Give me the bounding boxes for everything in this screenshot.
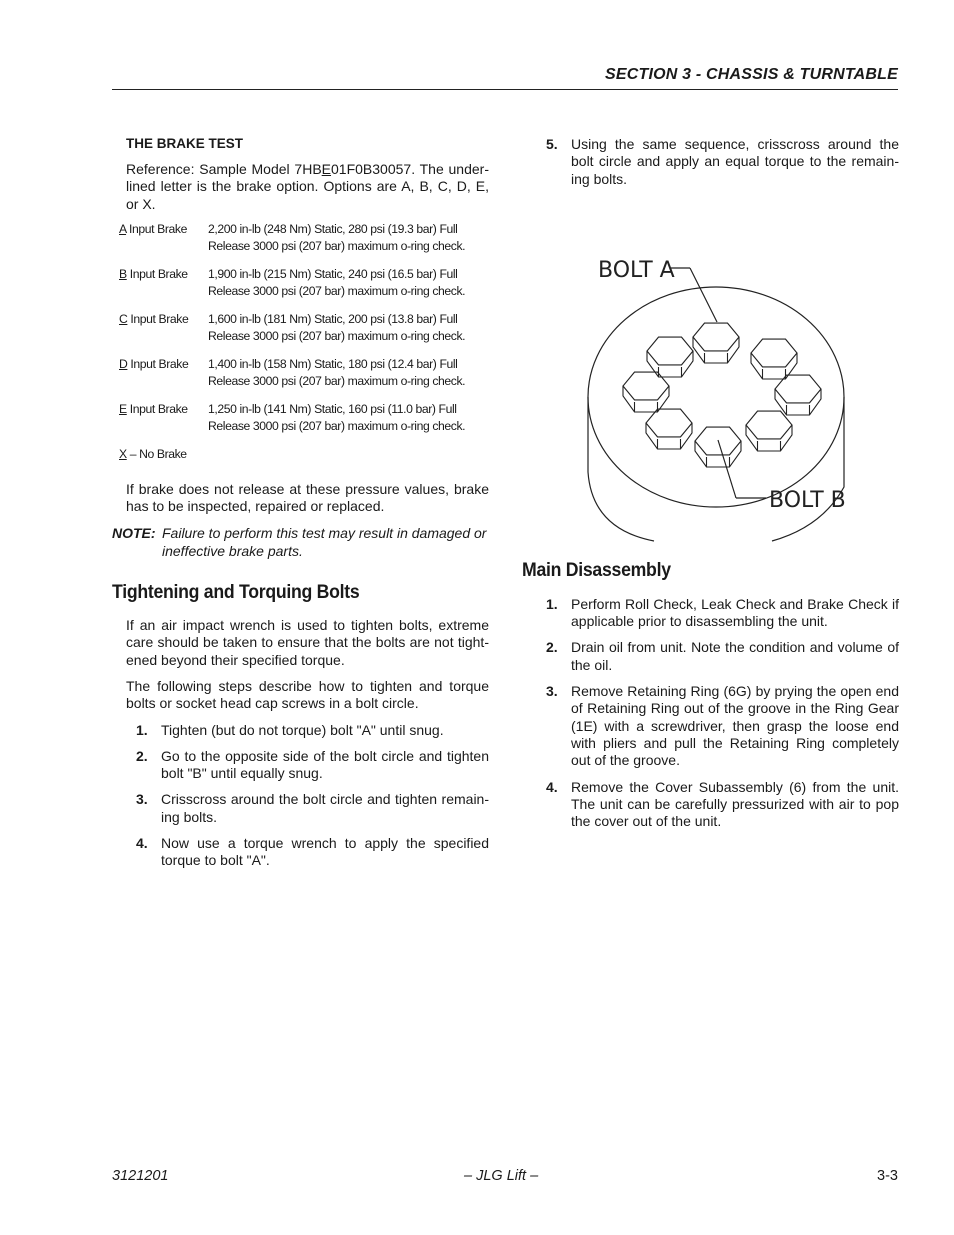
brake-spec-line2: Release 3000 psi (207 bar) maximum o-ring check. <box>208 238 466 253</box>
bolt-hex-icon <box>693 323 739 363</box>
reference-prefix: Reference: Sample Model 7HB <box>126 161 322 177</box>
left-column <box>112 136 489 879</box>
brake-option-type: – No Brake <box>126 446 187 461</box>
reference-suffix: 01F0B30057. The under-lined letter is the brake option. Options are A, B, C, D, E, or X. <box>126 161 489 212</box>
brake-option-type: Input Brake <box>126 401 188 416</box>
bolt-hex-icon <box>647 337 693 377</box>
brake-release-text: If brake does not release at these pressure values, brake has to be inspected, repaired or replaced. <box>126 480 489 515</box>
brake-option-letter: A <box>119 221 127 236</box>
brake-option-label <box>112 221 208 255</box>
step-number: 1. <box>546 595 558 612</box>
brake-option-letter: B <box>119 266 127 281</box>
step-text: Using the same sequence, crisscross around the bolt circle and apply an equal torque to the remain-ing bolts. <box>571 136 899 187</box>
disassembly-steps <box>522 596 899 831</box>
brake-option-letter: X <box>119 446 127 461</box>
bolt-hex-icon <box>646 409 692 449</box>
step-number: 1. <box>136 721 148 738</box>
note-block <box>112 525 489 560</box>
note-label: NOTE: <box>112 525 156 542</box>
list-item <box>112 748 489 783</box>
brake-option-label <box>112 311 208 345</box>
list-item <box>522 596 899 631</box>
header-divider <box>112 89 898 90</box>
brake-option-letter: C <box>119 311 128 326</box>
brake-option-spec <box>208 221 489 255</box>
brake-option-row <box>112 266 489 300</box>
brake-option-label <box>112 266 208 300</box>
brake-option-row <box>112 311 489 345</box>
brake-option-type: Input Brake <box>127 356 189 371</box>
brake-option-spec <box>208 266 489 300</box>
brake-option-row <box>112 221 489 255</box>
step-text: Remove Retaining Ring (6G) by prying the open end of Retaining Ring out of the groove in the Ring Gear (1E) with a screwdriver, then grasp the loose end with pliers and pull the Retaining Ring completely out of the groove. <box>571 683 899 769</box>
bolt-hex-icon <box>623 372 669 412</box>
brake-options-table <box>112 221 489 463</box>
tightening-heading: Tightening and Torquing Bolts <box>112 582 360 604</box>
brake-option-spec <box>208 401 489 435</box>
right-column <box>522 136 899 839</box>
brake-option-type: Input Brake <box>126 221 187 236</box>
brake-spec-line1: 1,250 in-lb (141 Nm) Static, 160 psi (11.0 bar) Full <box>208 401 457 416</box>
brake-option-letter: E <box>119 401 127 416</box>
brake-option-row <box>112 356 489 390</box>
step-number: 3. <box>546 683 558 700</box>
page-number: 3-3 <box>877 1168 898 1184</box>
brake-test-title: THE BRAKE TEST <box>126 136 244 151</box>
brake-spec-line2: Release 3000 psi (207 bar) maximum o-ring check. <box>208 418 466 433</box>
doc-number: 3121201 <box>112 1168 169 1184</box>
tightening-steps <box>112 722 489 870</box>
bolt-hex-icon <box>775 375 821 415</box>
step-text: Perform Roll Check, Leak Check and Brake Check if applicable prior to disassembling the unit. <box>571 595 899 630</box>
brake-option-type: Input Brake <box>127 311 189 326</box>
brake-option-type: Input Brake <box>126 266 188 281</box>
step-number: 5. <box>546 136 558 152</box>
tightening-para1: If an air impact wrench is used to tighten bolts, extreme care should be taken to ensure that the bolts are not tight-ened beyond their specified torque. <box>126 617 489 668</box>
brake-option-spec <box>208 311 489 345</box>
bolt-circle-figure <box>522 197 899 542</box>
step-number: 4. <box>546 778 558 795</box>
brake-test-reference <box>112 161 489 213</box>
brake-option-row <box>112 401 489 435</box>
brake-option-letter: D <box>119 356 128 371</box>
list-item <box>522 136 899 188</box>
bolt-a-label: BOLT A <box>598 257 675 283</box>
bolt-hex-icon <box>746 411 792 451</box>
list-item <box>112 835 489 870</box>
brake-spec-line1: 1,400 in-lb (158 Nm) Static, 180 psi (12.4 bar) Full <box>208 356 458 371</box>
list-item <box>522 639 899 674</box>
step-number: 2. <box>546 639 558 656</box>
list-item <box>522 683 899 769</box>
list-item <box>112 791 489 826</box>
bolt-b-label: BOLT B <box>769 487 846 513</box>
brake-option-spec <box>208 356 489 390</box>
bolt-hex-icon <box>695 427 741 467</box>
bolt-hex-icon <box>751 339 797 379</box>
step-number: 4. <box>136 835 148 852</box>
tightening-para2: The following steps describe how to tighten and torque bolts or socket head cap screws in a bolt circle. <box>126 677 489 712</box>
no-brake-row <box>112 446 489 463</box>
brake-spec-line2: Release 3000 psi (207 bar) maximum o-ring check. <box>208 373 466 388</box>
step-number: 2. <box>136 747 148 764</box>
step-number: 3. <box>136 791 148 808</box>
list-item <box>112 722 489 739</box>
reference-underlined-letter: E <box>321 161 332 177</box>
brake-spec-line1: 1,900 in-lb (215 Nm) Static, 240 psi (16.5 bar) Full <box>208 266 458 281</box>
step-text: Tighten (but do not torque) bolt "A" until snug. <box>161 721 444 738</box>
footer-center: – JLG Lift – <box>464 1168 539 1184</box>
brake-option-label <box>112 401 208 435</box>
section-title: SECTION 3 - CHASSIS & TURNTABLE <box>604 66 898 83</box>
list-item <box>522 779 899 831</box>
brake-spec-line2: Release 3000 psi (207 bar) maximum o-ring check. <box>208 283 466 298</box>
step-text: Crisscross around the bolt circle and tighten remain-ing bolts. <box>161 791 489 825</box>
step-text: Now use a torque wrench to apply the specified torque to bolt "A". <box>161 835 489 869</box>
brake-option-label <box>112 356 208 390</box>
step-text: Drain oil from unit. Note the condition and volume of the oil. <box>571 639 899 673</box>
main-disassembly-heading: Main Disassembly <box>522 559 671 581</box>
brake-spec-line1: 1,600 in-lb (181 Nm) Static, 200 psi (13.8 bar) Full <box>208 311 458 326</box>
step-text: Remove the Cover Subassembly (6) from the unit. The unit can be carefully pressurized with air to pop the cover out of the unit. <box>571 778 899 830</box>
no-brake-label <box>112 446 187 463</box>
brake-spec-line2: Release 3000 psi (207 bar) maximum o-ring check. <box>208 328 466 343</box>
step-text: Go to the opposite side of the bolt circle and tighten bolt "B" until equally snug. <box>161 747 489 782</box>
note-text: Failure to perform this test may result in damaged or ineffective brake parts. <box>162 525 487 559</box>
brake-spec-line1: 2,200 in-lb (248 Nm) Static, 280 psi (19.3 bar) Full <box>208 221 458 236</box>
